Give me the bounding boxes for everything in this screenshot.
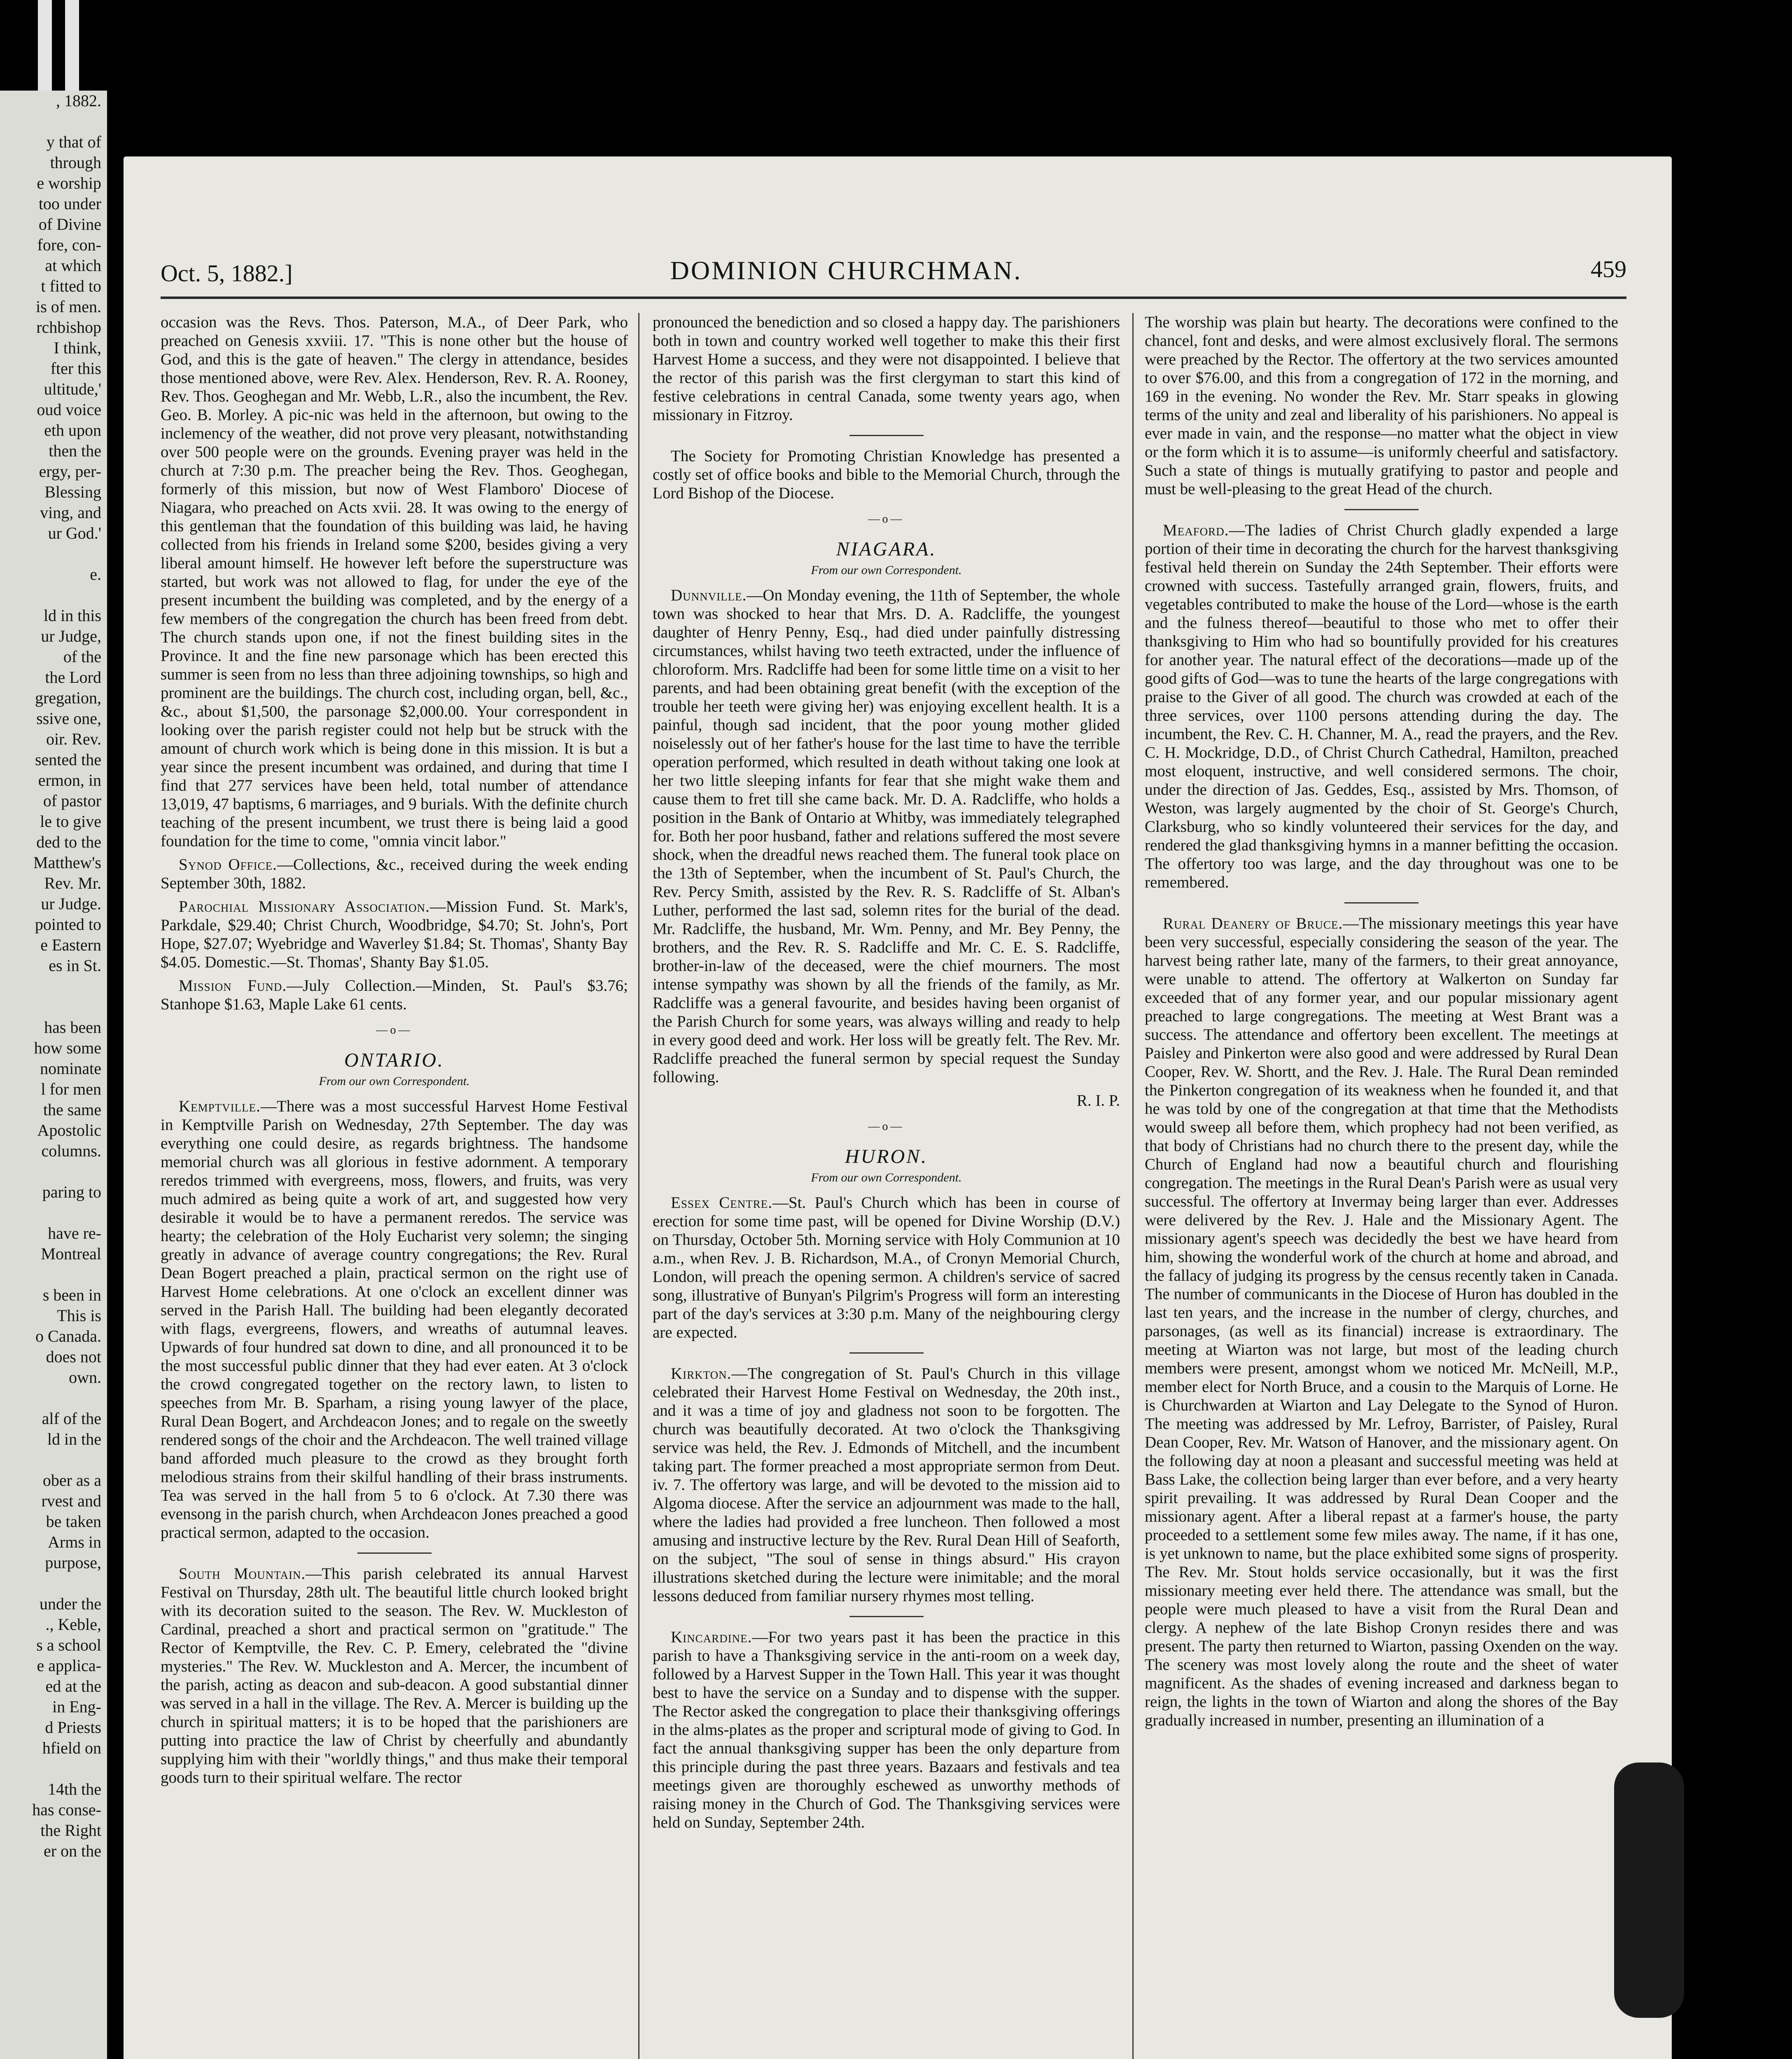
previous-page-line (0, 585, 107, 605)
column-divider (849, 1616, 924, 1617)
previous-page-line: gregation, (35, 689, 101, 707)
header-rule (161, 296, 1626, 299)
previous-page-line (0, 1264, 107, 1285)
previous-page-line: alf of the (42, 1409, 101, 1428)
previous-page-line: paring to (42, 1183, 101, 1201)
section-heading-huron: HURON. (845, 1146, 928, 1167)
previous-page-line (0, 544, 107, 564)
previous-page-line: does not (46, 1347, 101, 1366)
section-ornament: —o— (868, 1120, 905, 1133)
essex-centre-report (653, 1193, 1120, 1342)
previous-page-line: own. (69, 1368, 101, 1387)
correspondent-line: From our own Correspondent. (811, 1171, 962, 1184)
section-heading-niagara: NIAGARA. (836, 538, 937, 560)
previous-page-line: pointed to (35, 915, 101, 934)
notice-text: —Collections, &c., received during the week ending September 30th, 1882. (161, 856, 628, 892)
previous-page-line: oud voice (37, 400, 101, 419)
report-text: —On Monday evening, the 11th of September, the whole town was shocked to hear that Mrs. D. A. Radcliffe, the youngest daughter of Henry Penny, Esq., had died under painfully distressing circumstances, whilst having two teeth extracted, under the influence of chloroform. Mrs. Radcliffe had been for some little time on a visit to her parents, and had been obtaining great benefit (with the exception of the trouble her teeth were giving her) was enjoying excellent health. It is a painful, though sad incident, that the poor young mother glided noiselessly out of her father's house for the last time to have the terrible operation performed, which resulted in death without taking one look at her two little sleeping infants for fear that she might wake them and cause them to fret till she came back. Mr. D. A. Radcliffe, who holds a position in the Bank of Ontario at Whitby, was immediately telegraphed for. Both her poor husband, father and relations suffered the most severe shock, when the dreadful news reached them. The funeral took place on the 13th of September, when the incumbent of St. Paul's Church, the Rev. Percy Smith, assisted by the Rev. R. S. Radcliffe of St. Alban's Luther, performed the last sad, solemn rites for the burial of the dead. Mr. Radcliffe, the husband, Mr. Wm. Penny, and Mr. Bey Penny, the brothers, and the Rev. R. S. Radcliffe and Mr. C. E. S. Radcliffe, brother-in-law of the deceased, were the chief mourners. The most intense sympathy was shown by all the friends of the family, as Mr. Radcliffe was a general favourite, and besides having been organist of the Parish Church for some years, was always willing and ready to help in every good deed and work. Her loss will be greatly felt. The Rev. Mr. Radcliffe preached the funeral sermon by special request the Sunday following. (653, 586, 1120, 1086)
report-text: —For two years past it has been the practice in this parish to have a Thanksgiving service in the anti-room on a week day, followed by a Harvest Supper in the Town Hall. This year it was thought best to have the service on a Sunday and to dispense with the supper. The Rector asked the congregation to place their thanksgiving offerings in the alms-plates as the proper and scriptural mode of giving to God. In fact the annual thanksgiving supper has been the only departure from this principle during the past three years. Bazaars and festivals and tea meetings given are thoroughly eschewed as unworthy methods of raising money in the Church of God. The Thanksgiving services were held on Sunday, September 24th. (653, 1628, 1120, 1831)
section-lead: Essex Centre. (671, 1194, 772, 1212)
previous-page-line: le to give (40, 812, 101, 831)
section-lead: Meaford. (1163, 521, 1229, 539)
previous-page-line: oir. Rev. (46, 730, 101, 748)
column-rule (1132, 313, 1134, 2059)
correspondent-line: From our own Correspondent. (319, 1074, 470, 1088)
section-lead: Rural Deanery of Bruce. (1163, 915, 1343, 932)
previous-page-line (0, 997, 107, 1017)
dunnville-report (653, 586, 1120, 1086)
masthead-title: DOMINION CHURCHMAN. (670, 256, 1022, 285)
previous-page-line: ergy, per- (39, 462, 101, 481)
section-lead: Kincardine. (671, 1628, 752, 1646)
previous-page-line: ur Judge, (41, 627, 101, 645)
previous-page-line: 14th the (48, 1780, 101, 1798)
previous-page-line: be taken (46, 1512, 101, 1531)
previous-page-line: hfield on (42, 1739, 101, 1757)
previous-page-line: e applica- (37, 1656, 101, 1675)
previous-page-line: under the (40, 1594, 101, 1613)
previous-page-line: ssive one, (36, 709, 101, 728)
previous-page-line: I think, (54, 338, 101, 357)
previous-page-line: Montreal (41, 1244, 101, 1263)
kincardine-report (653, 1628, 1120, 1832)
previous-page-line (0, 976, 107, 997)
section-ornament: —o— (868, 513, 905, 525)
kirkton-report (653, 1364, 1120, 1605)
spck-notice: The Society for Promoting Christian Knowledge has presented a costly set of office books and bible to the Memorial Church, through the Lord Bishop of the Diocese. (653, 447, 1120, 502)
previous-page-line (0, 1450, 107, 1470)
issue-date: Oct. 5, 1882.] (161, 260, 293, 287)
section-lead: Kemptville. (179, 1097, 261, 1115)
section-lead: Parochial Missionary Association. (179, 898, 430, 915)
previous-page-line: sented the (35, 750, 101, 769)
page-number: 459 (1591, 256, 1626, 282)
previous-page-edge (0, 91, 107, 2059)
previous-page-line: the same (43, 1100, 101, 1119)
previous-page-line: eth upon (44, 421, 101, 439)
previous-page-line: ed at the (45, 1677, 101, 1695)
previous-page-line (0, 1202, 107, 1223)
page-clip-shadow (1614, 1763, 1684, 2018)
previous-page-line: has been (44, 1018, 101, 1037)
previous-page-line: ded to the (36, 833, 101, 851)
column-2 (653, 313, 1120, 2059)
previous-page-line: fter this (50, 359, 101, 378)
previous-page-line (0, 111, 107, 132)
previous-page-line: ld in this (43, 606, 101, 625)
previous-page-line: e. (90, 565, 101, 584)
report-text: —The congregation of St. Paul's Church in this village celebrated their Harvest Home Festival on Wednesday, the 20th inst., and it was a time of joy and gladness not soon to be forgotten. The church was beautifully decorated. At two o'clock the Thanksgiving service was held, the Rev. J. Edmonds of Mitchell, and the incumbent taking part. The former preached a most appropriate sermon from Deut. iv. 7. The offertory was large, and will be devoted to the mission aid to Algoma diocese. After the service an adjournment was made to the hall, where the ladies had provided a free luncheon. Then followed a most amusing and instructive lecture by the Rev. Rural Dean Hill of Seaforth, on the subject, "The soul of sense in things absurd." His crayon illustrations sketched during the lecture were inimitable; and the moral lessons deduced from familiar nursery rhymes most telling. (653, 1365, 1120, 1605)
section-lead: Mission Fund. (179, 977, 287, 994)
previous-page-line: ober as a (42, 1471, 101, 1489)
previous-page-line: nominate (40, 1059, 101, 1078)
previous-page-line: through (50, 153, 101, 172)
previous-page-line: too under (38, 194, 101, 213)
column-divider (1344, 509, 1419, 510)
previous-page-line: l for men (41, 1080, 101, 1098)
kemptville-report (161, 1097, 628, 1542)
previous-page-line: is of men. (36, 297, 101, 316)
previous-page-line: Apostolic (37, 1121, 101, 1139)
previous-page-line: t fitted to (41, 277, 101, 295)
previous-page-line: er on the (44, 1842, 101, 1860)
column-divider (849, 435, 924, 436)
previous-page-line: purpose, (45, 1553, 101, 1572)
missionary-association-notice (161, 897, 628, 971)
column-rule (638, 313, 639, 2059)
previous-page-line: , 1882. (56, 91, 101, 110)
rip-signoff: R. I. P. (1076, 1092, 1120, 1109)
previous-page-line: ld in the (47, 1430, 101, 1448)
synod-office-notice (161, 855, 628, 892)
section-ornament: —o— (376, 1024, 413, 1037)
previous-page-line: d Priests (45, 1718, 101, 1737)
section-lead: Dunnville. (671, 586, 747, 604)
previous-page-line: s a school (36, 1636, 101, 1654)
report-text: —St. Paul's Church which has been in course of erection for some time past, will be opened for Divine Worship (D.V.) on Thursday, October 5th. Morning service with Holy Communion at 10 a.m., when Rev. J. B. Richardson, M.A., of Cronyn Memorial Church, London, will preach the opening sermon. A children's service of sacred song, illustrative of Bunyan's Pilgrim's Progress will form an interesting part of the day's services at 3:30 p.m. Many of the neighbouring clergy are expected. (653, 1194, 1120, 1341)
bruce-deanery-report (1145, 914, 1618, 1730)
previous-page-line: o Canada. (35, 1327, 101, 1345)
previous-page-line: ultitude,' (44, 380, 101, 398)
previous-page-line: the Lord (45, 668, 101, 686)
previous-page-line: es in St. (49, 956, 101, 975)
section-lead: South Mountain. (179, 1565, 306, 1583)
previous-page-line: e Eastern (40, 936, 101, 954)
notice-text: —Mission Fund. St. Mark's, Parkdale, $29.40; Christ Church, Woodbridge, $4.70; St. John's, Port Hope, $27.07; Wyebridge and Waverley $1.84; St. Thomas', Shanty Bay $4.05. Domestic.—St. Thomas', Shanty Bay $1.05. (161, 898, 628, 971)
previous-page-line: of the (63, 647, 101, 666)
previous-page-line: ur God.' (48, 524, 101, 542)
newspaper-page (124, 156, 1672, 2059)
column-divider (357, 1552, 432, 1554)
previous-page-line (0, 1758, 107, 1779)
previous-page-line: has conse- (32, 1800, 101, 1819)
meaford-report (1145, 521, 1618, 892)
previous-page-line: Rev. Mr. (44, 874, 101, 892)
previous-page-line (0, 1161, 107, 1182)
report-text: —The ladies of Christ Church gladly expended a large portion of their time in decorating the church for the harvest thanksgiving festival held therein on Sunday the 24th September. Their efforts were crowned with success. Tastefully arranged grain, flowers, fruits, and vegetables contributed to make the house of the Lord—whose is the earth and the fulness thereof—beautiful to those who met to offer their thanksgiving to Him who had so bountifully provided for his creatures for another year. The natural effect of the decorations—made up of the good gifts of God—was to tune the hearts of the large congregations with praise to the Giver of all good. The church was crowded at each of the three services, over 1100 persons attending during the day. The incumbent, the Rev. C. H. Channer, M. A., read the prayers, and the Rev. C. H. Mockridge, D.D., of Christ Church Cathedral, Hamilton, preached most eloquent, instructive, and well considered sermons. The choir, under the direction of Jas. Geddes, Esq., assisted by Mrs. Thomson, of Weston, was largely augmented by the choir of St. George's Church, Clarksburg, who so kindly volunteered their services for the day, and rendered the glad thanksgiving hymns in a manner befitting the occasion. The offertory too was large, and the day throughout was one to be remembered. (1145, 521, 1618, 891)
section-heading-ontario: ONTARIO. (344, 1049, 445, 1071)
previous-page-line (0, 1573, 107, 1594)
report-text: —The missionary meetings this year have been very successful, especially considering the season of the year. The harvest being rather late, many of the farmers, to their great annoyance, were unable to attend. The offertory at Walkerton on Sunday far exceeded that of any former year, and our popular missionary agent preached to large congregations. The meeting at West Brant was a success. The attendance and offertory been excellent. The meetings at Paisley and Pinkerton were also good and were addressed by Rural Dean Cooper, Rev. W. Shortt, and the Rev. J. Hale. The Rural Dean reminded the Pinkerton congregation of its weakness when he founded it, and that he was told by one of the congregation at that time that the Methodists would sweep all before them, which prophecy had not been verified, as that body of Christians had no church there to the present day, while the Church of England had now a beautiful church and flourishing congregation. The meetings in the Rural Dean's Parish were as usual very successful. The offertory at Invermay being larger than ever. Addresses were delivered by the Rev. J. Hale and the Missionary Agent. The missionary agent's speech was decidedly the best we have heard from him, showing the wonderful work of the church at home and abroad, and the fallacy of judging its progress by the census recently taken in Canada. The number of communicants in the Diocese of Huron has doubled in the last ten years, and the increase in the number of clergy, churches, and parsonages, (as well as its financial) increase is extraordinary. The meeting at Wiarton was not large, but most of the leading church members were present, amongst whom we noticed Mr. McNeill, M.P., member elect for North Bruce, and a cousin to the Marquis of Lorne. He is Churchwarden at Wiarton and Lay Delegate to the Synod of Huron. The meeting was addressed by Mr. Lefroy, Barrister, of Paisley, Rural Dean Cooper, Rev. Mr. Watson of Hanover, and the missionary agent. On the following day at noon a pleasant and successful meeting was held at Bass Lake, the collection being larger than ever before, and a very hearty spirit prevailing. It was addressed by Rural Dean Cooper and the missionary agent. After a liberal repast at a farmer's house, the party proceeded to a settlement some few miles away. The name, if it has one, is yet unknown to name, but the place exhibited some signs of prosperity. The Rev. Mr. Stout holds service occasionally, but it was the first missionary meeting ever held there. The attendance was small, but the people were much pleased to have a visit from the Rural Dean and clergy. A nephew of the late Bishop Cronyn resides there and was present. The party then returned to Wiarton, passing Oxenden on the way. The scenery was most lovely along the route and the sheet of water magnificent. As the shades of evening increased and darkness began to reign, the lights in the town of Wiarton and along the shores of the Bay gradually increased in number, presenting an illumination of a (1145, 915, 1618, 1729)
previous-page-line: columns. (41, 1142, 101, 1160)
column-divider (849, 1352, 924, 1354)
previous-page-line: rvest and (41, 1492, 101, 1510)
previous-page-line: s been in (42, 1286, 101, 1304)
previous-page-line: rchbishop (36, 318, 101, 336)
previous-page-line: at which (45, 256, 101, 275)
previous-page-line: Matthew's (33, 853, 101, 872)
page-header (161, 255, 1626, 292)
previous-page-line (0, 1388, 107, 1408)
correspondent-line: From our own Correspondent. (811, 563, 962, 577)
previous-page-line: then the (49, 441, 101, 460)
column-3 (1145, 313, 1618, 2059)
previous-page-line: Arms in (48, 1533, 101, 1551)
previous-page-line: ur Judge. (41, 894, 101, 913)
column-1 (161, 313, 628, 2059)
previous-page-line: have re- (48, 1224, 101, 1242)
south-mountain-report (161, 1564, 628, 1787)
mission-fund-notice (161, 976, 628, 1013)
article-paragraph: pronounced the benediction and so closed a happy day. The parishioners both in town and country worked well together to make this their first Harvest Home a success, and they were not disappointed. I believe that the rector of this parish was the first clergyman to start this kind of festive celebrations in central Canada, some twenty years ago, when missionary in Fitzroy. (653, 313, 1120, 424)
section-lead: Kirkton. (671, 1365, 732, 1382)
previous-page-line: ., Keble, (45, 1615, 101, 1634)
notice-text: —July Collection.—Minden, St. Paul's $3.76; Stanhope $1.63, Maple Lake 61 cents. (161, 977, 628, 1013)
report-text: —There was a most successful Harvest Home Festival in Kemptville Parish on Wednesday, 27th September. The day was everything one could desire, as regards brightness. The handsome memorial church was all glorious in festive adornment. A temporary reredos trimmed with evergreens, moss, flowers, and fruits, was very much admired as being quite a work of art, and suggested how very desirable it would be to have a permanent reredos. The service was hearty; the celebration of the Holy Eucharist very solemn; the singing greatly in advance of average country congregations; the Rev. Rural Dean Bogert preached a plain, practical sermon on the right use of Harvest Home celebrations. At one o'clock an excellent dinner was served in the Parish Hall. The building had been elegantly decorated with flags, evergreens, flowers, and wreaths of autumnal leaves. Upwards of four hundred sat down to dine, and all pronounced it to be the most successful public dinner that they had ever eaten. At 3 o'clock the crowd congregated together on the rectory lawn, to listen to speeches from Mr. B. Sparham, a rising young lawyer of the place, Rural Dean Bogert, and Archdeacon Jones; and to regale on the sweetly rendered songs of the choir and the Archdeacon. The well trained village band afforded much pleasure to the crowd as they brought forth melodious strains from their skilful handling of their brass instruments. Tea was served in the hall from 5 to 6 o'clock. At 7.30 there was evensong in the parish church, when Archdeacon Jones preached a good practical sermon, adapted to the occasion. (161, 1097, 628, 1541)
previous-page-line: in Eng- (52, 1697, 101, 1716)
previous-page-line: how some (34, 1039, 101, 1057)
section-lead: Synod Office. (179, 856, 277, 873)
previous-page-line: fore, con- (37, 236, 101, 254)
article-paragraph: The worship was plain but hearty. The decorations were confined to the chancel, font and desks, and were almost exclusively floral. The sermons were preached by the Rector. The offertory at the two services amounted to over $76.00, and this from a congregation of 172 in the morning, and 169 in the evening. No wonder the Rev. Mr. Starr speaks in glowing terms of the unity and zeal and liberality of his parishioners. No appeal is ever made in vain, and the response—no matter what the object in view or the form which it is to assume—is uniformly cheerful and satisfactory. Such a state of things is mutually gratifying to pastor and people and must be well-pleasing to the great Head of the church. (1145, 313, 1618, 498)
previous-page-line: of pastor (43, 791, 101, 810)
previous-page-line: Blessing (44, 483, 101, 501)
previous-page-line: of Divine (38, 215, 101, 233)
previous-page-line: ving, and (40, 503, 101, 522)
column-divider (1344, 902, 1419, 903)
article-paragraph: occasion was the Revs. Thos. Paterson, M.A., of Deer Park, who preached on Genesis xxviii. 17. "This is none other but the house of God, and this is the gate of heaven." The clergy in attendance, besides those mentioned above, were Rev. Alex. Henderson, Rev. R. A. Rooney, Rev. Thos. Geoghegan and Mr. Webb, L.R., also the incumbent, the Rev. Geo. B. Morley. A pic-nic was held in the afternoon, but owing to the inclemency of the weather, did not prove very pleasant, notwithstanding over 500 people were on the grounds. Evening prayer was held in the church at 7:30 p.m. The preacher being the Rev. Thos. Geoghegan, formerly of this mission, but now of West Flamboro' Diocese of Niagara, who preached on Acts xvii. 28. It was owing to the energy of this gentleman that the foundation of this building was laid, he having collected from his friends in Ireland some $200, besides giving a very liberal amount himself. He however left before the superstructure was started, but work was not allowed to flag, for under the eye of the present incumbent the building was completed, and by the energy of a few members of the congregation the church has been freed from debt. The church stands upon one, if not the finest building sites in the Province. It and the fine new parsonage which has been erected this summer is seen from no less than three adjoining townships, so high and prominent are the buildings. The church cost, including organ, bell, &c., &c., about $1,500, the parsonage $2,000.00. Your correspondent in looking over the parish register could not help but be struck with the amount of church work which is being done in this mission. It is but a year since the present incumbent was ordained, and during that time I find that 277 services have been held, total number of attendance 13,019, 47 baptisms, 6 marriages, and 9 burials. With the definite church teaching of the present incumbent, we trust there is being laid a good foundation for the time to come, "omnia vincit labor." (161, 313, 628, 850)
previous-page-line: e worship (37, 174, 101, 192)
previous-page-line: This is (57, 1306, 101, 1325)
report-text: —This parish celebrated its annual Harvest Festival on Thursday, 28th ult. The beautiful little church looked bright with its decoration suited to the season. The Rev. W. Muckleston of Cardinal, preached a short and practical sermon on "gratitude." The Rector of Kemptville, the Rev. C. P. Emery, celebrated the "divine mysteries." The Rev. W. Muckleston and A. Mercer, the incumbent of the parish, acting as deacon and sub-deacon. A good substantial dinner was served in a hall in the village. The Rev. A. Mercer is building up the church in spiritual matters; it is to be hoped that the parishioners are putting into practice the law of Christ by cheerfully and abundantly supplying him with their "worldly things," and thus make their temporal goods turn to their spiritual welfare. The rector (161, 1565, 628, 1786)
previous-page-line: ermon, in (38, 771, 101, 789)
previous-page-line: the Right (40, 1821, 101, 1840)
previous-page-line: y that of (46, 133, 101, 151)
